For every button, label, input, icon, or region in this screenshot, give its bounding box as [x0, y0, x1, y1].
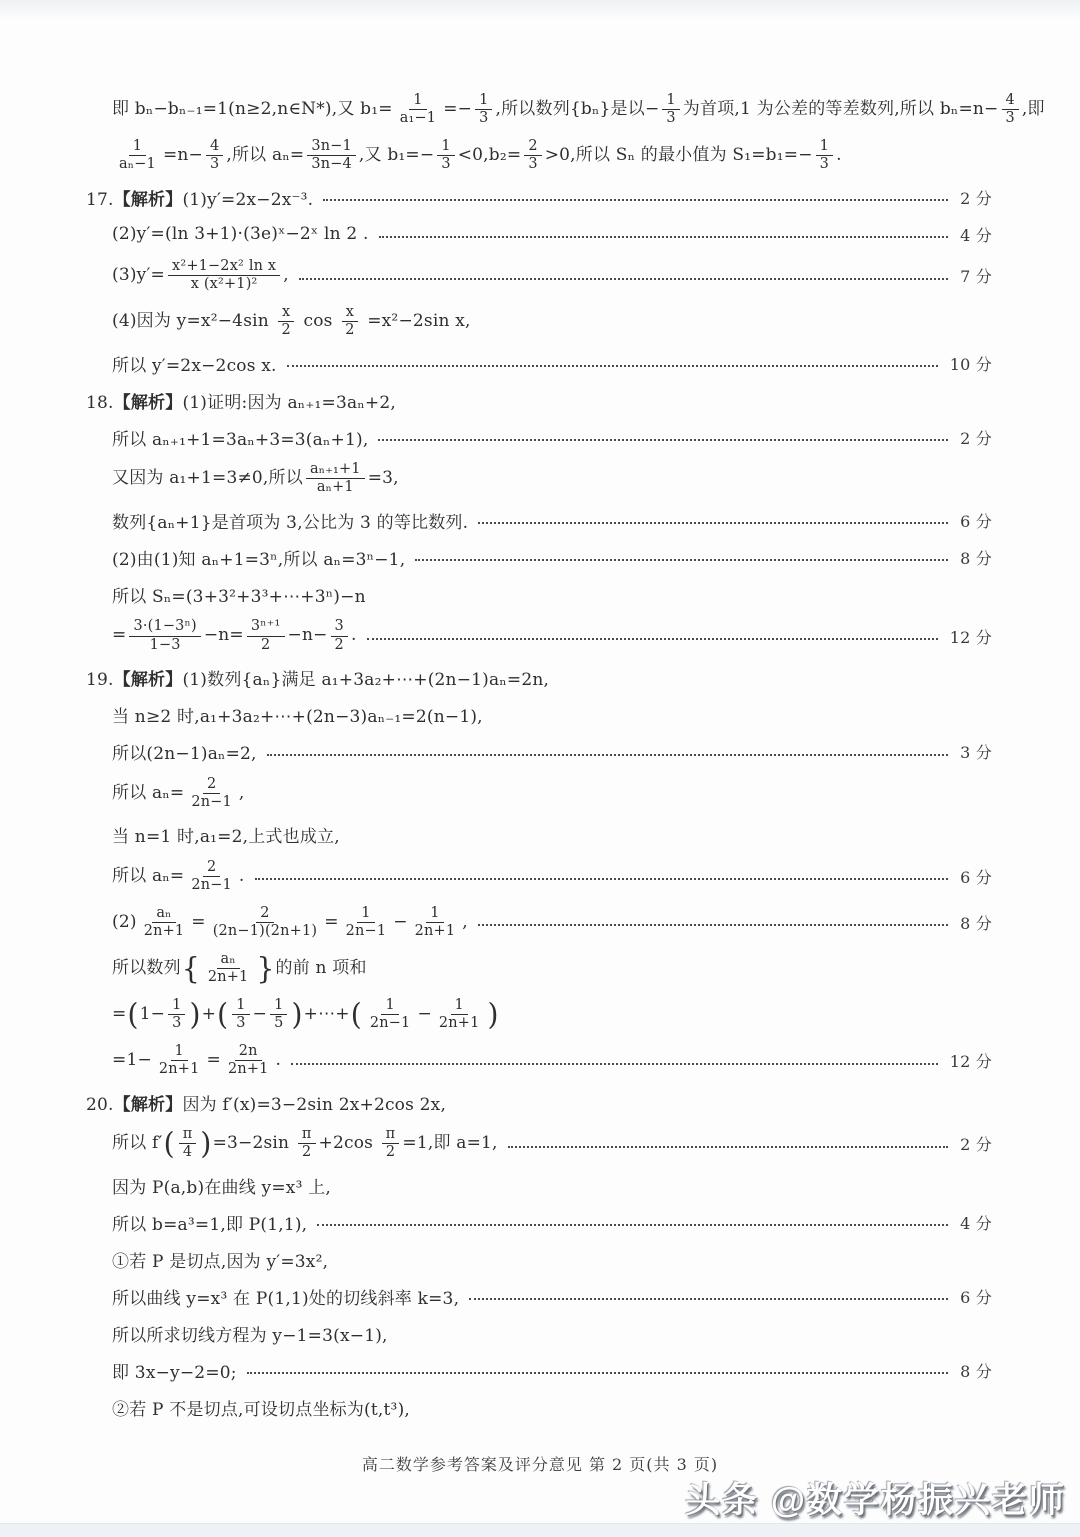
fraction: $\frac{1}{5}$ [270, 997, 287, 1032]
fraction: $\frac{2}{(2n-1)(2n+1)}$ [212, 904, 318, 939]
answer-line [86, 616, 992, 655]
dotted-leader [508, 1146, 948, 1148]
score-label: 2 分 [960, 1135, 992, 1155]
formula-text: 因为 P(a,b)在曲线 y=x³ 上, [112, 1177, 331, 1198]
fraction: $\frac{\pi}{2}$ [298, 1126, 316, 1161]
fraction: $\frac{1}{2n+1}$ [438, 996, 480, 1031]
dotted-leader [287, 365, 938, 367]
score-label: 12 分 [949, 1052, 992, 1072]
score-label: 6 分 [960, 867, 992, 887]
page-footer: 高二数学参考答案及评分意见 第 2 页(共 3 页) [361, 1455, 719, 1474]
formula-text: 所以所求切线方程为 y−1=3(x−1), [112, 1325, 388, 1346]
dotted-leader [379, 236, 949, 238]
fraction: $\frac{2}{2n-1}$ [191, 775, 232, 810]
formula-text: 即 3x−y−2=0; [112, 1362, 237, 1383]
dotted-leader [478, 522, 948, 524]
formula-text: ②若 P 不是切点,可设切点坐标为(t,t³), [112, 1399, 410, 1420]
answer-line [86, 1392, 992, 1422]
answer-line [86, 949, 992, 988]
score-label: 6 分 [960, 1287, 992, 1307]
fraction: $\frac{2}{2n-1}$ [191, 858, 232, 893]
score-label: 12 分 [949, 627, 992, 647]
fraction: $\frac{1}{3}$ [232, 997, 249, 1032]
formula-text: 当 n=1 时,a₁=2,上式也成立, [112, 827, 340, 848]
dotted-leader [255, 878, 949, 880]
answer-line [86, 737, 992, 767]
fraction: $\frac{1}{3}$ [168, 997, 185, 1032]
scan-bottom-band [0, 1523, 1080, 1537]
score-label: 8 分 [960, 913, 992, 933]
formula-text: 即 bₙ−bₙ₋₁=1(n≥2,n∈N*),又 b₁= $\frac{1}{\text{a₁−1}}$ =− $\frac{1}{3}$ ,所以数列{bₙ}是以− $\frac{1}{3}$ 为首项,1 为公差的等差数列,所以 bₙ=n− $\frac{4}{3}$ ,即 [112, 92, 1045, 127]
formula-text: 17.【解析】(1)y′=2x−2x⁻³. [86, 189, 314, 210]
formula-text: 所以 b=a³=1,即 P(1,1), [112, 1214, 308, 1235]
toutiao-watermark: 头条 @数学杨振兴老师 [685, 1481, 1066, 1520]
score-label: 8 分 [960, 1361, 992, 1381]
formula-text: 所以数列{ $\frac{\text{aₙ}}{2n+1}$ }的前 n 项和 [112, 950, 367, 986]
score-label: 2 分 [960, 428, 992, 448]
formula-text: 数列{aₙ+1}是首项为 3,公比为 3 的等比数列. [112, 512, 469, 533]
fraction: $\frac{\pi}{4}$ [179, 1126, 197, 1161]
dotted-leader [247, 1372, 948, 1374]
formula-text: 所以 y′=2x−2cos x. [112, 355, 277, 376]
formula-text: =1− $\frac{1}{2n+1}$ = $\frac{2n}{2n+1}$ . [112, 1043, 282, 1078]
answer-line [86, 1124, 992, 1163]
formula-text: 20.【解析】因为 f′(x)=3−2sin 2x+2cos 2x, [86, 1094, 447, 1115]
score-label: 3 分 [960, 743, 992, 763]
answer-line [86, 1207, 992, 1237]
formula-text: 所以 aₙ₊₁+1=3aₙ+3=3(aₙ+1), [112, 429, 369, 450]
formula-text: (4)因为 y=x²−4sin $\frac{x}{2}$ cos $\frac{x}{2}$ =x²−2sin x, [112, 304, 471, 339]
formula-text: 所以(2n−1)aₙ=2, [112, 744, 257, 765]
dotted-leader [291, 1063, 938, 1065]
answer-line [86, 256, 992, 295]
formula-text: 所以 Sₙ=(3+3²+3³+⋯+3ⁿ)−n [112, 586, 366, 607]
dotted-leader [478, 924, 948, 926]
formula-text: $\frac{1}{\text{aₙ−1}}$ =n− $\frac{4}{3}$ ,所以 aₙ= $\frac{3n-1}{3n-4}$ ,又 b₁=− $\frac{1}{3}$ <0,b₂= $\frac{2}{3}$ >0,所以 Sₙ 的最小值为 S₁=b₁=− $\frac{1}{3}$ . [112, 136, 842, 175]
fraction: $\frac{\pi}{2}$ [382, 1126, 400, 1161]
fraction: $\frac{1}{\text{aₙ−1}}$ [119, 138, 156, 173]
answer-line [86, 90, 1045, 129]
answer-line [86, 1281, 992, 1311]
score-label: 8 分 [960, 548, 992, 568]
answer-lines [86, 90, 1045, 1422]
fraction: $\frac{1}{3}$ [437, 138, 454, 173]
score-label: 10 分 [949, 354, 992, 374]
answer-line [86, 459, 992, 498]
answer-line [86, 385, 992, 415]
answer-line [86, 219, 992, 249]
score-label: 2 分 [960, 188, 992, 208]
answer-line [86, 1318, 992, 1348]
answer-line [86, 579, 992, 609]
fraction: $\frac{1}{3}$ [816, 138, 833, 173]
formula-text: ①若 P 是切点,因为 y′=3x², [112, 1251, 329, 1272]
formula-text: (2)由(1)知 aₙ+1=3ⁿ,所以 aₙ=3ⁿ−1, [112, 549, 406, 570]
formula-text: 所以 aₙ= $\frac{2}{2n-1}$ , [112, 775, 245, 810]
formula-text: 所以曲线 y=x³ 在 P(1,1)处的切线斜率 k=3, [112, 1288, 460, 1309]
answer-line [86, 422, 992, 452]
answer-line [86, 348, 992, 378]
answer-line [86, 136, 992, 175]
formula-text: 又因为 a₁+1=3≠0,所以 $\frac{\text{aₙ₊₁+1}}{\text{aₙ+1}}$ =3, [112, 461, 399, 496]
formula-text: = $\frac{\text{3·(1−3ⁿ)}}{1-3}$ −n= $\frac{\text{3ⁿ⁺¹}}{2}$ −n− $\frac{3}{2}$ . [112, 618, 357, 653]
fraction: $\frac{4}{3}$ [1002, 92, 1019, 127]
answer-line [86, 857, 992, 896]
score-label: 7 分 [960, 267, 992, 287]
answer-line [86, 1244, 992, 1274]
fraction: $\frac{\text{3ⁿ⁺¹}}{2}$ [247, 618, 285, 653]
fraction: $\frac{\text{aₙ}}{2n+1}$ [143, 904, 185, 939]
answer-line [86, 663, 992, 693]
dotted-leader [299, 278, 948, 280]
fraction: $\frac{1}{\text{a₁−1}}$ [399, 92, 437, 127]
answer-line [86, 903, 992, 942]
fraction: $\frac{x}{2}$ [278, 304, 295, 339]
fraction: $\frac{1}{2n+1}$ [414, 904, 456, 939]
scan-top-band [0, 0, 1080, 20]
answer-line [86, 1355, 992, 1385]
answer-line [86, 820, 992, 850]
fraction: $\frac{3}{2}$ [331, 618, 348, 653]
answer-line [86, 1170, 992, 1200]
fraction: $\frac{\text{aₙ₊₁+1}}{\text{aₙ+1}}$ [306, 461, 365, 496]
score-label: 4 分 [960, 225, 992, 245]
fraction: $\frac{x}{2}$ [341, 304, 358, 339]
dotted-leader [378, 439, 948, 441]
fraction: $\frac{2n}{2n+1}$ [227, 1043, 269, 1078]
fraction: $\frac{2}{3}$ [524, 138, 541, 173]
answer-line [86, 302, 992, 341]
score-label: 4 分 [960, 1213, 992, 1233]
formula-text: =(1− $\frac{1}{3}$ )+( $\frac{1}{3}$ − $\frac{1}{5}$ )+⋯+( $\frac{1}{2n-1}$ − $\frac{1}{2n+1}$ ) [112, 996, 499, 1032]
dotted-leader [267, 754, 948, 756]
formula-text: 18.【解析】(1)证明:因为 aₙ₊₁=3aₙ+2, [86, 392, 396, 413]
fraction: $\frac{\text{3·(1−3ⁿ)}}{1-3}$ [129, 618, 200, 653]
fraction: $\frac{\text{aₙ}}{2n+1}$ [207, 950, 249, 985]
fraction: $\frac{1}{2n-1}$ [345, 904, 387, 939]
fraction: $\frac{1}{3}$ [662, 92, 679, 127]
answer-line [86, 505, 992, 535]
formula-text: (2)y′=(ln 3+1)·(3e)ˣ−2ˣ ln 2 . [112, 224, 369, 245]
formula-text: 所以 aₙ= $\frac{2}{2n-1}$ . [112, 858, 245, 893]
formula-text: 19.【解析】(1)数列{aₙ}满足 a₁+3a₂+⋯+(2n−1)aₙ=2n, [86, 670, 550, 691]
fraction: $\frac{4}{3}$ [206, 138, 223, 173]
answer-line [86, 182, 992, 212]
answer-line [86, 542, 992, 572]
formula-text: 所以 f′( $\frac{\pi}{4}$ )=3−2sin $\frac{\pi}{2}$ +2cos $\frac{\pi}{2}$ =1,即 a=1, [112, 1126, 498, 1161]
score-label: 6 分 [960, 511, 992, 531]
fraction: $\frac{3n-1}{3n-4}$ [307, 138, 356, 173]
dotted-leader [317, 1224, 948, 1226]
dotted-leader [469, 1298, 948, 1300]
answer-sheet [86, 90, 1045, 1429]
fraction: $\frac{\text{x²+1−2x² ln x}}{\text{x (x²+1)²}}$ [168, 258, 280, 293]
answer-line [86, 1087, 992, 1117]
dotted-leader [367, 638, 938, 640]
formula-text: (3)y′= $\frac{\text{x²+1−2x² ln x}}{\text{x (x²+1)²}}$ , [112, 258, 289, 293]
fraction: $\frac{1}{2n+1}$ [158, 1043, 200, 1078]
dotted-leader [323, 199, 948, 201]
answer-line [86, 995, 992, 1034]
formula-text: (2) $\frac{\text{aₙ}}{2n+1}$ = $\frac{2}{(2n-1)(2n+1)}$ = $\frac{1}{2n-1}$ − $\frac{1}{2n+1}$ , [112, 904, 468, 939]
answer-line [86, 1041, 992, 1080]
formula-text: 当 n≥2 时,a₁+3a₂+⋯+(2n−3)aₙ₋₁=2(n−1), [112, 707, 483, 728]
answer-line [86, 700, 992, 730]
answer-line [86, 774, 992, 813]
fraction: $\frac{1}{3}$ [475, 92, 492, 127]
dotted-leader [415, 559, 948, 561]
fraction: $\frac{1}{2n-1}$ [369, 996, 411, 1031]
